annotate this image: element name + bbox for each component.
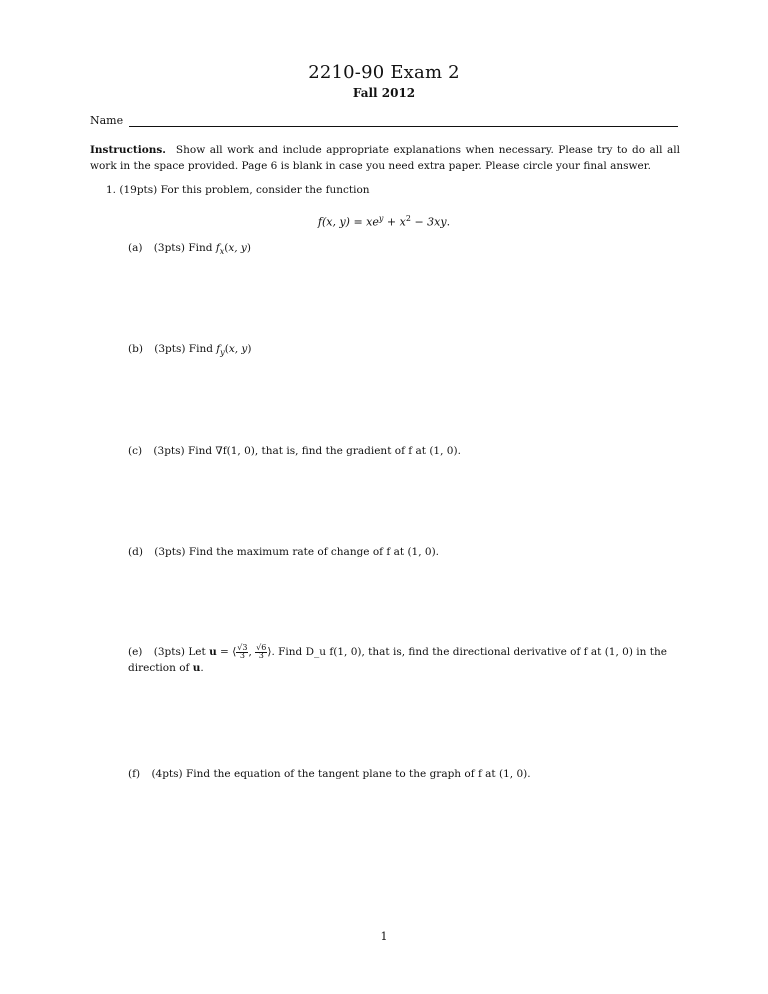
problem-points: (19pts) [119,184,158,196]
part-b-label: (b) [128,343,143,355]
exam-term: Fall 2012 [352,86,416,100]
part-d-text: Find the maximum rate of change of f at (1, 0). [188,546,440,558]
problem-text: For this problem, consider the function [160,184,370,196]
part-e-label: (e) [128,646,143,658]
part-d [128,544,680,560]
instructions-block [90,142,680,174]
page-number: 1 [380,930,388,943]
part-e-let: Let [188,646,206,658]
problem-number: 1. [106,184,117,196]
part-b-points: (3pts) [154,343,186,355]
part-d-label: (d) [128,546,143,558]
part-f-text: Find the equation of the tangent plane to the graph of f at (1, 0). [185,768,531,780]
part-a-label: (a) [128,242,143,254]
instructions-text: Show all work and include appropriate explanations when necessary. Please try to do all all work in the space provided. Page 6 is blank in case you need extra paper. Please circle your final answer. [90,144,680,172]
part-b: (b) (3pts) Find $f_y(x$, y) [128,343,252,358]
part-e-points: (3pts) [153,646,185,658]
part-e-final-vector: u [192,662,201,674]
part-e-vector: u [209,646,217,658]
function-formula: f(x, $y) = xe^y + x^2 - 3xy$. [317,214,451,229]
part-c [128,443,680,459]
name-blank-line[interactable] [129,115,678,127]
part-e-text: Find D_u f(1, 0), that is, find the directional derivative of f at (1, 0) in the direction of [128,646,667,674]
part-a: (a) (3pts) Find $f_x(x$, y) [128,242,251,257]
problem-1-statement [106,184,676,196]
fraction-sqrt3-over-3: $\frac{√3}{3}$ [237,643,248,660]
part-f-points: (4pts) [151,768,183,780]
name-label: Name [90,114,124,127]
part-c-text: Find ∇f(1, 0), that is, find the gradient of f at (1, 0). [187,445,461,457]
exam-title: 2210-90 Exam 2 [308,62,460,83]
part-c-label: (c) [128,445,143,457]
part-e-equals: = [220,646,229,658]
part-f [128,766,680,782]
part-a-points: (3pts) [153,242,185,254]
instructions-label: Instructions. [90,144,166,156]
part-f-label: (f) [128,768,141,780]
part-c-points: (3pts) [153,445,185,457]
fraction-sqrt6-over-3: $\frac{√6}{3}$ [256,643,267,660]
part-d-points: (3pts) [154,546,186,558]
name-field[interactable] [90,114,678,127]
part-e: (e) (3pts) Let $u = ⟨\frac{√3}{3}$, $\frac{√6}{3}⟩$. Find D_u f(1, 0), that is, find the directional derivative of f at (1, 0) in the direction of u. [128,643,667,674]
